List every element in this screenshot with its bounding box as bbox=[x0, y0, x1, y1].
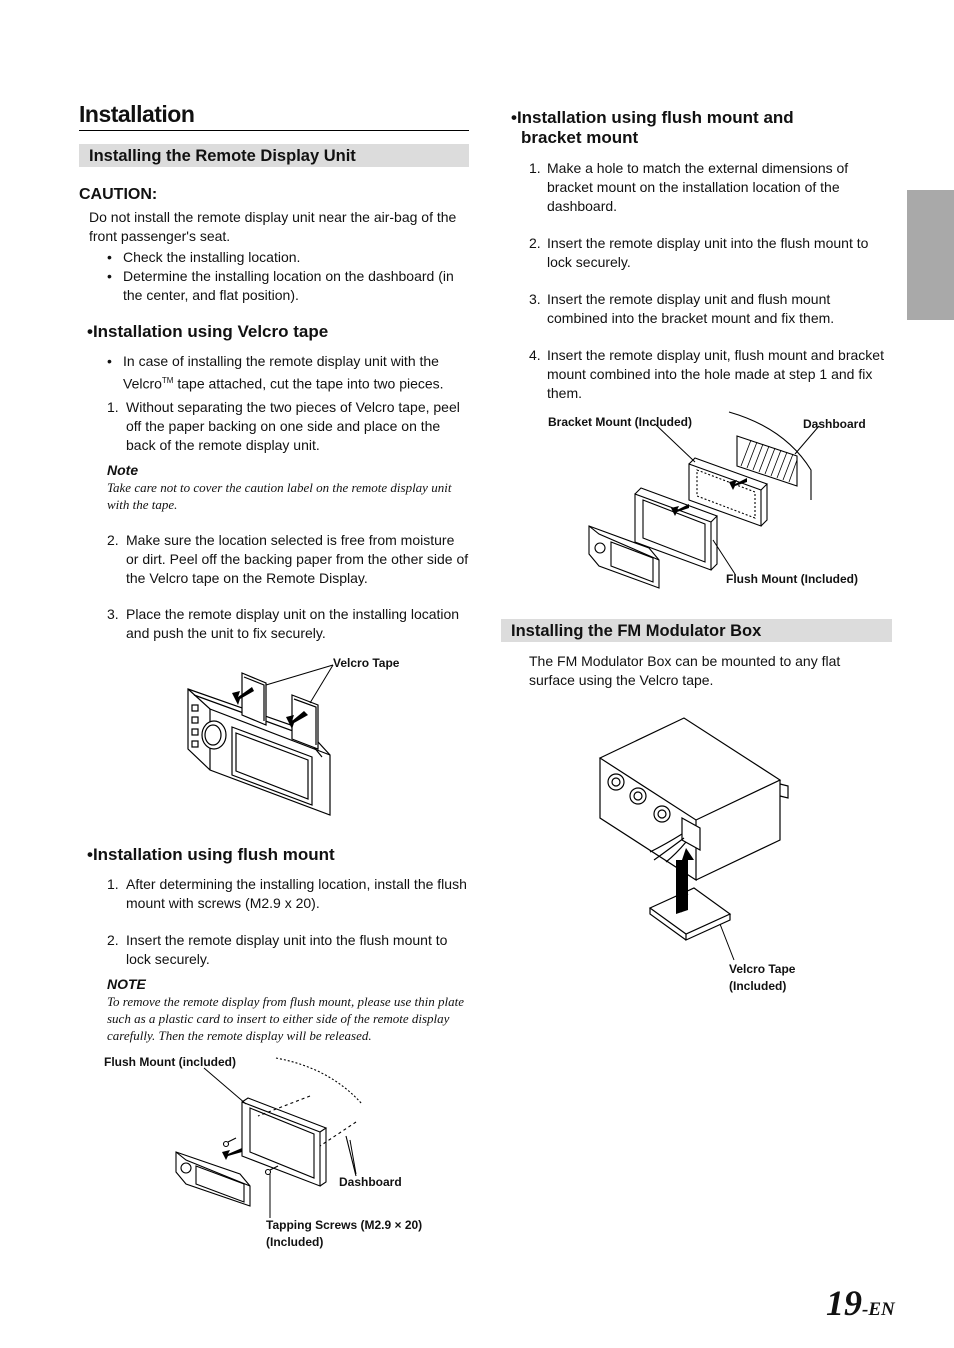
velcro-bullet: • In case of installing the remote display unit with the Velcro™ tape attached, cut the tape into two pieces. bbox=[107, 353, 444, 392]
velcro-note-heading: Note bbox=[107, 462, 139, 478]
flush-fig-label-screws: Tapping Screws (M2.9 × 20) (Included) bbox=[266, 1218, 423, 1249]
flush-note-heading: NOTE bbox=[107, 976, 146, 992]
bracket-fig-label-flush: Flush Mount (Included) bbox=[726, 572, 858, 586]
bullet-dot: • bbox=[107, 249, 112, 265]
velcro-tape-illustration bbox=[180, 665, 370, 825]
flush-note-text: To remove the remote display from flush mount, please use thin plate such as a plastic card to insert to either side of the remote display carefully. Then the remote display will be released. bbox=[107, 994, 464, 1043]
fm-text: The FM Modulator Box can be mounted to any flat surface using the Velcro tape. bbox=[529, 653, 841, 688]
list-item: • Check the installing location. bbox=[107, 249, 301, 265]
list-item: 1. Make a hole to match the external dimensions of bracket mount on the installation location of the dashboard. bbox=[529, 160, 849, 214]
flush-step-2: 2. Insert the remote display unit into the flush mount to lock securely. bbox=[107, 932, 448, 967]
bracket-fig-label-bracket: Bracket Mount (Included) bbox=[548, 415, 693, 429]
velcro-heading: •Installation using Velcro tape bbox=[87, 322, 329, 341]
page-number: 19-EN bbox=[826, 1283, 895, 1323]
fm-fig-label: Velcro Tape (Included) bbox=[729, 962, 796, 993]
list-item: 3. Insert the remote display unit and flush mount combined into the bracket mount and fix them. bbox=[529, 291, 835, 326]
caution-text: Do not install the remote display unit near the air-bag of the front passenger's seat. bbox=[89, 209, 457, 244]
flush-step-1: 1. After determining the installing location, install the flush mount with screws (M2.9 x 20). bbox=[107, 876, 467, 911]
heading-bullet: • bbox=[87, 845, 93, 864]
list-item: 2. Insert the remote display unit into the flush mount to lock securely. bbox=[529, 235, 869, 270]
velcro-note-text: Take care not to cover the caution label on the remote display unit with the tape. bbox=[107, 480, 452, 512]
flush-mount-illustration bbox=[170, 1056, 370, 1216]
page-title: Installation bbox=[79, 101, 195, 127]
list-item: 4. Insert the remote display unit, flush mount and bracket mount combined into the hole made at step 1 and fix them. bbox=[529, 347, 884, 401]
fm-modulator-illustration bbox=[596, 714, 796, 964]
velcro-step-1: 1. Without separating the two pieces of Velcro tape, peel off the paper backing on one side and place on the back of the remote display unit. bbox=[107, 399, 460, 453]
list-item: • Determine the installing location on the dashboard (in the center, and flat position). bbox=[107, 268, 454, 303]
section-bar-fm-modulator: Installing the FM Modulator Box bbox=[501, 619, 892, 642]
bracket-mount-illustration bbox=[585, 410, 825, 590]
heading-bullet: • bbox=[511, 108, 517, 127]
flush-fig-label-dashboard: Dashboard bbox=[339, 1175, 402, 1189]
bullet-dot: • bbox=[107, 268, 112, 284]
flush-fig-label-mount: Flush Mount (included) bbox=[104, 1055, 236, 1069]
bullet-dot: • bbox=[107, 353, 112, 369]
section-bar-remote-display: Installing the Remote Display Unit bbox=[79, 144, 469, 167]
caution-heading: CAUTION: bbox=[79, 186, 158, 203]
side-tab bbox=[907, 190, 954, 320]
caution-bullet-list bbox=[107, 248, 467, 305]
bracket-steps bbox=[529, 159, 891, 403]
bracket-heading: •Installation using flush mount and bracket mount bbox=[511, 108, 794, 147]
velcro-fig-label: Velcro Tape bbox=[333, 656, 400, 670]
velcro-step-3: 3. Place the remote display unit on the installing location and push the unit to fix securely. bbox=[107, 606, 460, 641]
bracket-fig-label-dashboard: Dashboard bbox=[803, 417, 866, 431]
flush-heading: •Installation using flush mount bbox=[87, 845, 335, 864]
title-rule bbox=[79, 130, 469, 131]
velcro-step-2: 2. Make sure the location selected is free from moisture or dirt. Peel off the backing paper from the other side of the Velcro tape on the Remote Display. bbox=[107, 532, 469, 586]
heading-bullet: • bbox=[87, 322, 93, 341]
